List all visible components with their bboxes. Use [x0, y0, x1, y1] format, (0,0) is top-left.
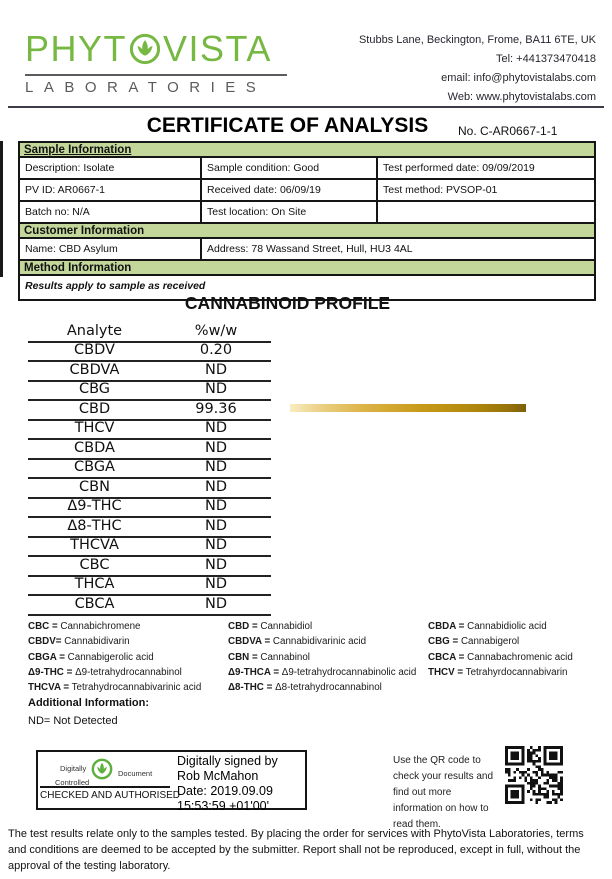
logo-text-part2: VISTA — [163, 28, 272, 69]
analyte-value: ND — [161, 498, 271, 518]
analyte-name: CBC — [28, 556, 161, 576]
table-row — [28, 381, 271, 401]
empty-cell — [377, 201, 595, 223]
nd-legend: ND= Not Detected — [28, 715, 118, 727]
leaf-icon — [129, 33, 161, 65]
legend-item: CBDA = Cannabidiolic acid — [428, 621, 547, 632]
analyte-name: CBG — [28, 381, 161, 401]
table-row — [19, 179, 595, 201]
table-row — [28, 400, 271, 420]
analyte-name: CBN — [28, 478, 161, 498]
digital-signature-text — [172, 752, 305, 813]
analyte-value: ND — [161, 459, 271, 479]
test-performed-date: Test performed date: 09/09/2019 — [377, 157, 595, 179]
customer-name: Name: CBD Asylum — [19, 238, 201, 260]
legend-item: THCVA = Tetrahydrocannabivarinic acid — [28, 682, 202, 694]
customer-information-header — [19, 223, 595, 238]
table-row — [19, 238, 595, 260]
analyte-value: ND — [161, 537, 271, 557]
table-row — [28, 420, 271, 440]
stamp-leaf-icon — [91, 758, 113, 780]
legend-item: CBDV= Cannabidivarin — [28, 636, 130, 648]
received-date: Received date: 06/09/19 — [201, 179, 377, 201]
qr-code — [505, 746, 563, 804]
stamp-controlled-label: Controlled — [55, 778, 90, 787]
contact-address: Stubbs Lane, Beckington, Frome, BA11 6TE, UK — [358, 34, 596, 46]
table-row — [28, 361, 271, 381]
table-row — [28, 498, 271, 518]
table-row — [28, 342, 271, 362]
analyte-value: ND — [161, 556, 271, 576]
header-divider — [8, 106, 604, 108]
legend-item: CBGA = Cannabigerolic acid — [28, 651, 154, 663]
analyte-value: ND — [161, 381, 271, 401]
profile-title: CANNABINOID PROFILE — [184, 293, 391, 313]
analyte-name: CBDV — [28, 342, 161, 362]
analyte-name: THCVA — [28, 537, 161, 557]
legend-column-2 — [228, 619, 428, 695]
sample-description: Description: Isolate — [19, 157, 201, 179]
customer-address: Address: 78 Wassand Street, Hull, HU3 4AL — [201, 238, 595, 260]
table-row — [28, 459, 271, 479]
table-row — [19, 201, 595, 223]
pv-id: PV ID: AR0667-1 — [19, 179, 201, 201]
stamp-document-label: Document — [118, 769, 153, 778]
scan-edge-artifact — [0, 141, 3, 277]
test-method: Test method: PVSOP-01 — [377, 179, 595, 201]
test-location: Test location: On Site — [201, 201, 377, 223]
legend-item: CBDVA = Cannabidivarinic acid — [228, 636, 367, 648]
legend-item: CBCA = Cannabachromenic acid — [428, 651, 573, 663]
additional-information-heading: Additional Information: — [28, 697, 149, 709]
legend-item: Δ8-THC = Δ8-tetrahydrocannabinol — [228, 682, 382, 694]
sample-condition: Sample condition: Good — [201, 157, 377, 179]
stamp-authorised-label: CHECKED AND AUTHORISED — [40, 786, 170, 801]
analyte-value: ND — [161, 439, 271, 459]
analyte-value: ND — [161, 361, 271, 381]
legend-item: CBC = Cannabichromene — [28, 621, 141, 632]
legend-item: THCV = Tetrahyrdocannabivarin — [428, 666, 568, 678]
batch-no: Batch no: N/A — [19, 201, 201, 223]
analyte-value: 99.36 — [161, 400, 271, 420]
table-row — [28, 478, 271, 498]
table-row — [19, 157, 595, 179]
table-row — [28, 595, 271, 615]
analyte-value: ND — [161, 420, 271, 440]
legend-item: Δ9-THCA = Δ9-tetrahydrocannabinolic acid — [228, 666, 417, 678]
gold-highlight-bar — [290, 404, 526, 412]
analyte-value: ND — [161, 576, 271, 596]
analyte-name: CBCA — [28, 595, 161, 615]
method-information-header — [19, 260, 595, 275]
logo-divider — [25, 74, 287, 76]
logo-text-part1: PHYT — [25, 28, 128, 69]
legend-item: CBN = Cannabinol — [228, 651, 310, 663]
results-note: Results apply to sample as received — [25, 280, 206, 292]
qr-caption: Use the QR code to check your results and find out more information on how to read them. — [393, 755, 494, 830]
customer-information-heading: Customer Information — [19, 223, 595, 238]
analyte-name: THCV — [28, 420, 161, 440]
stamp-digitally-label: Digitally — [60, 764, 87, 773]
contact-web: Web: www.phytovistalabs.com — [447, 91, 596, 103]
analyte-name: CBD — [28, 400, 161, 420]
analyte-value: 0.20 — [161, 342, 271, 362]
analyte-name: THCA — [28, 576, 161, 596]
table-row — [28, 439, 271, 459]
signature-box — [36, 750, 307, 813]
legend-item: Δ9-THC = Δ9-tetrahydrocannabinol — [28, 666, 182, 678]
legend-item: CBD = Cannabidiol — [228, 621, 313, 632]
sample-information-header — [19, 142, 595, 157]
analyte-name: Δ8-THC — [28, 517, 161, 537]
analyte-name: Δ9-THC — [28, 498, 161, 518]
column-header-analyte: Analyte — [28, 323, 161, 342]
legend-column-1 — [28, 619, 228, 695]
column-header-percent: %w/w — [161, 323, 271, 342]
analyte-value: ND — [161, 517, 271, 537]
sample-information-heading: Sample Information — [24, 143, 132, 156]
legend-column-3 — [428, 619, 594, 695]
document-title: CERTIFICATE OF ANALYSIS — [146, 114, 429, 137]
company-logo — [25, 28, 287, 96]
abbreviation-legend — [28, 619, 594, 695]
method-information-heading: Method Information — [19, 260, 595, 275]
logo-wordmark — [25, 28, 287, 69]
info-table — [18, 141, 596, 301]
signature-date-line: Date: 2019.09.09 15:53:59 +01'00' — [177, 784, 273, 813]
analyte-value: ND — [161, 478, 271, 498]
legend-item: CBG = Cannabigerol — [428, 636, 520, 648]
table-row — [28, 517, 271, 537]
table-row — [28, 537, 271, 557]
table-header-row — [28, 323, 271, 342]
analyte-name: CBDA — [28, 439, 161, 459]
footer-disclaimer: The test results relate only to the samples tested. By placing the order for services with PhytoVista Laboratories, terms and conditions are deemed to be accepted by the submitter. Report shall not be reproduced, except in full, without the approval of the testing laboratory. — [8, 828, 584, 872]
certificate-number: No. C-AR0667-1-1 — [458, 124, 558, 138]
analyte-name: CBGA — [28, 459, 161, 479]
table-row — [28, 576, 271, 596]
cannabinoid-table — [28, 323, 271, 616]
contact-email: email: info@phytovistalabs.com — [441, 72, 596, 84]
contact-tel: Tel: +441373470418 — [495, 53, 596, 65]
logo-subtitle: LABORATORIES — [25, 79, 267, 96]
digitally-controlled-stamp — [38, 752, 181, 808]
analyte-name: CBDVA — [28, 361, 161, 381]
signed-by-line: Digitally signed by Rob McMahon — [177, 754, 278, 783]
contact-block — [359, 31, 596, 107]
analyte-value: ND — [161, 595, 271, 615]
table-row — [28, 556, 271, 576]
